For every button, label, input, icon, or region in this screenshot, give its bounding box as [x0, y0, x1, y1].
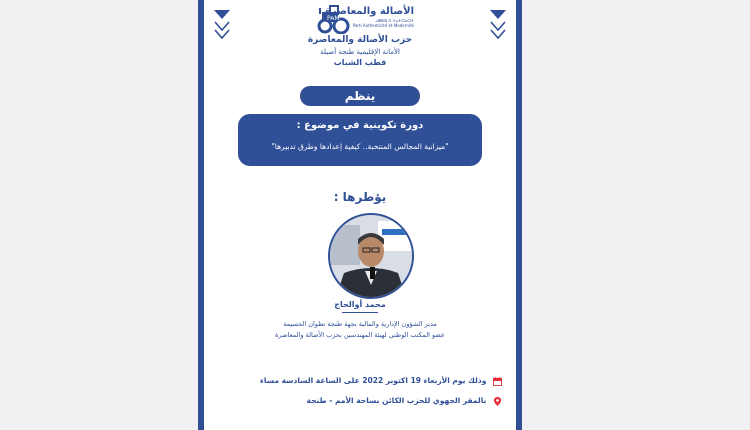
topic-title: "ميزانية المجالس المنتخبة.. كيفية إعدادها وطرق تدبيرها": [271, 142, 449, 151]
party-logo: [316, 4, 416, 34]
speaker-photo: [328, 213, 414, 299]
regional-secretariat: الأمانة الإقليمية طنجة أصيلة: [320, 48, 400, 56]
party-name: حزب الأصالة والمعاصرة: [307, 35, 413, 45]
logo-tifinagh-text: ⴰⵥⵓⵕ ⴷ ⵜⴰⵜⵔⴰⵔⵜ: [375, 18, 414, 23]
speaker-role-secondary: عضو المكتب الوطني لهيئة المهندسين بحزب الأصالة والمعاصرة: [275, 331, 445, 339]
topic-box: [238, 114, 482, 166]
location-pin-icon: [493, 397, 502, 406]
supervised-by-heading: يؤطرها :: [333, 190, 387, 204]
event-location-text: بالمقر الجهوي للحزب الكائن بساحة الأمم - طنجة: [306, 396, 487, 405]
event-date-text: وذلك يوم الأربعاء 19 اكتوبر 2022 على الساعة السادسة مساء: [260, 376, 487, 385]
speaker-name: محمد أوالحاج: [334, 300, 386, 309]
calendar-icon: [493, 377, 502, 386]
speaker-role-primary: مدير الشؤون الإدارية والمالية بجهة طنجة تطوان الحسيمة: [283, 320, 437, 328]
organizes-banner: [300, 86, 420, 106]
svg-text:PAM: PAM: [327, 15, 340, 22]
topic-heading: دورة تكوينية في موضوع :: [296, 120, 424, 131]
logo-french-text: Parti Authenticité et Modernité: [352, 23, 414, 28]
event-date-line: [218, 376, 502, 386]
organizes-label: ينظم: [344, 89, 376, 103]
youth-pole: قطب الشباب: [333, 58, 387, 67]
name-divider: [342, 312, 378, 313]
event-location-line: [218, 396, 502, 406]
event-poster: [198, 0, 522, 430]
logo-arabic-text: الأصالة والمعاصرة: [325, 6, 414, 17]
poster-content: [204, 0, 516, 430]
